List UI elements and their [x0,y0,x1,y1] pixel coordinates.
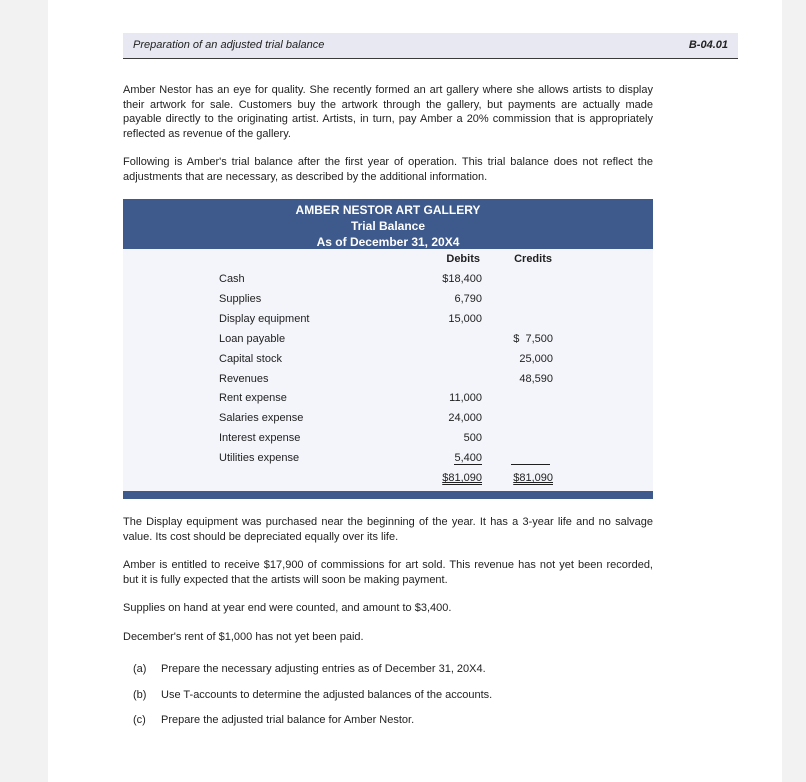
account-name: Cash [219,273,245,285]
task-letter: (a) [133,663,147,675]
debits-column-header: Debits [446,253,480,265]
account-name: Rent expense [219,392,287,404]
list-item [133,663,633,679]
table-row [123,293,653,311]
info-paragraph-4: December's rent of $1,000 has not yet been paid. [123,631,364,643]
credit-amount: 48,590 [519,373,553,385]
account-name: Utilities expense [219,452,300,464]
debit-amount: $18,400 [442,273,482,285]
problem-header [123,33,738,59]
account-name: Supplies [219,293,262,305]
company-name: AMBER NESTOR ART GALLERY [295,203,481,217]
statement-name: Trial Balance [350,219,426,233]
table-row [123,432,653,450]
task-text: Prepare the necessary adjusting entries as of December 31, 20X4. [161,663,486,675]
trial-balance-table [123,199,653,499]
total-debit-value: $81,090 [442,472,482,484]
account-name: Interest expense [219,432,301,444]
debit-amount: 15,000 [448,313,482,325]
intro-paragraph-1: Amber Nestor has an eye for quality. She recently formed an art gallery where she allows artists to display their artwork for sale. Customers buy the artwork through the gallery, but payments are actually made payable directly to the originating artist. Artists, in turn, pay Amber a 20% commission that is appropriately reflected as revenue of the gallery. [123,84,653,140]
credit-subtotal-rule [511,464,550,465]
info-paragraph-3: Supplies on hand at year end were counted, and amount to $3,400. [123,602,452,614]
table-row [123,392,653,410]
info-paragraph-2: Amber is entitled to receive $17,900 of commissions for art sold. This revenue has not yet been recorded, but it is fully expected that the artists will soon be making payment. [123,559,653,586]
debit-amount-value: 5,400 [454,452,482,464]
account-name: Salaries expense [219,412,304,424]
debit-amount [412,452,482,464]
table-row [123,452,653,470]
account-name: Loan payable [219,333,286,345]
total-debit [412,472,482,484]
task-letter: (b) [133,689,147,701]
statement-date: As of December 31, 20X4 [316,235,460,249]
account-name: Capital stock [219,353,282,365]
task-text: Prepare the adjusted trial balance for Amber Nestor. [161,714,415,726]
table-row [123,373,653,391]
task-text: Use T-accounts to determine the adjusted balances of the accounts. [161,689,493,701]
info-paragraph-1: The Display equipment was purchased near the beginning of the year. It has a 3-year life and no salvage value. Its cost should be depreciated equally over its life. [123,516,653,543]
problem-code: B-04.01 [688,39,728,51]
account-name: Revenues [219,373,269,385]
total-credit [483,472,553,484]
intro-paragraph-2: Following is Amber's trial balance after the first year of operation. This trial balance does not reflect the adjustments that are necessary, as described by the additional information. [123,156,653,183]
table-row [123,313,653,331]
trial-balance-heading [123,199,653,249]
problem-title: Preparation of an adjusted trial balance [133,39,325,51]
account-name: Display equipment [219,313,310,325]
table-row [123,412,653,430]
credit-amount: $ 7,500 [513,333,553,345]
task-letter: (c) [133,714,146,726]
document-page [48,0,782,782]
table-row [123,273,653,291]
table-row [123,353,653,371]
debit-amount: 500 [463,432,482,444]
credit-amount: 25,000 [519,353,553,365]
totals-row [123,472,653,490]
debit-amount: 11,000 [449,392,482,404]
trial-balance-footer-bar [123,491,653,499]
credits-column-header: Credits [514,253,552,265]
list-item [133,714,633,730]
debit-amount: 6,790 [454,293,482,305]
table-row [123,333,653,351]
list-item [133,689,633,705]
debit-amount: 24,000 [448,412,482,424]
total-credit-value: $81,090 [513,472,553,484]
